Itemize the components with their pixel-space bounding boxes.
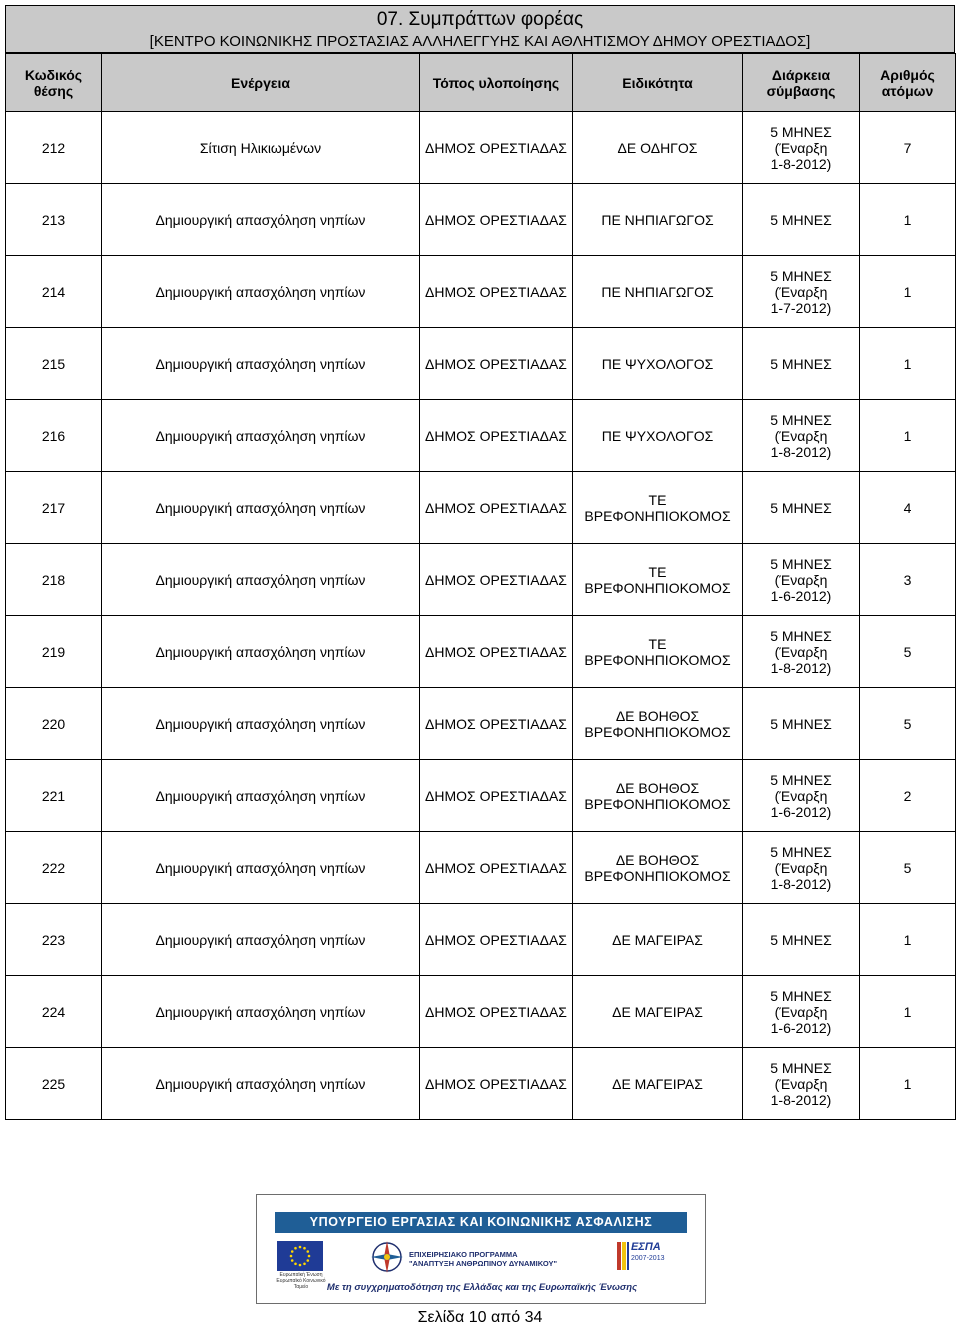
persons-cell: 5 <box>860 832 956 904</box>
duration-cell: 5 ΜΗΝΕΣ <box>743 904 860 976</box>
position-code-cell: 215 <box>6 328 102 400</box>
table-row <box>6 832 956 904</box>
action-cell: Δημιουργική απασχόληση νηπίων <box>102 832 420 904</box>
table-row <box>6 904 956 976</box>
position-code-cell: 220 <box>6 688 102 760</box>
persons-cell: 1 <box>860 256 956 328</box>
section-title: 07. Συμπράττων φορέας <box>376 9 584 30</box>
action-cell: Δημιουργική απασχόληση νηπίων <box>102 472 420 544</box>
position-code-cell: 224 <box>6 976 102 1048</box>
persons-cell: 1 <box>860 184 956 256</box>
specialty-cell: ΤΕ ΒΡΕΦΟΝΗΠΙΟΚΟΜΟΣ <box>573 544 743 616</box>
position-code-cell: 214 <box>6 256 102 328</box>
column-header: Κωδικός θέσης <box>6 54 102 112</box>
action-cell: Δημιουργική απασχόληση νηπίων <box>102 688 420 760</box>
location-cell: ΔΗΜΟΣ ΟΡΕΣΤΙΑΔΑΣ <box>420 616 573 688</box>
action-cell: Σίτιση Ηλικιωμένων <box>102 112 420 184</box>
table-row <box>6 544 956 616</box>
action-cell: Δημιουργική απασχόληση νηπίων <box>102 184 420 256</box>
position-code-cell: 212 <box>6 112 102 184</box>
location-cell: ΔΗΜΟΣ ΟΡΕΣΤΙΑΔΑΣ <box>420 328 573 400</box>
duration-cell: 5 ΜΗΝΕΣ (Έναρξη 1-7-2012) <box>743 256 860 328</box>
position-code-cell: 218 <box>6 544 102 616</box>
cofunding-caption: Με τη συγχρηματοδότηση της Ελλάδας και της Ευρωπαϊκής Ένωσης <box>326 1282 638 1293</box>
table-row <box>6 472 956 544</box>
page-number: Σελίδα 10 από 34 <box>417 1309 543 1326</box>
persons-cell: 1 <box>860 400 956 472</box>
specialty-cell: ΔΕ ΜΑΓΕΙΡΑΣ <box>573 904 743 976</box>
positions-table <box>5 53 956 1120</box>
table-row <box>6 688 956 760</box>
duration-cell: 5 ΜΗΝΕΣ (Έναρξη 1-8-2012) <box>743 832 860 904</box>
location-cell: ΔΗΜΟΣ ΟΡΕΣΤΙΑΔΑΣ <box>420 256 573 328</box>
persons-cell: 1 <box>860 976 956 1048</box>
specialty-cell: ΤΕ ΒΡΕΦΟΝΗΠΙΟΚΟΜΟΣ <box>573 616 743 688</box>
duration-cell: 5 ΜΗΝΕΣ (Έναρξη 1-8-2012) <box>743 400 860 472</box>
specialty-cell: ΤΕ ΒΡΕΦΟΝΗΠΙΟΚΟΜΟΣ <box>573 472 743 544</box>
duration-cell: 5 ΜΗΝΕΣ (Έναρξη 1-6-2012) <box>743 976 860 1048</box>
position-code-cell: 213 <box>6 184 102 256</box>
persons-cell: 1 <box>860 904 956 976</box>
section-subtitle: [ΚΕΝΤΡΟ ΚΟΙΝΩΝΙΚΗΣ ΠΡΟΣΤΑΣΙΑΣ ΑΛΛΗΛΕΓΓΥΗΣ ΚΑΙ ΑΘΛΗΤΙΣΜΟΥ ΔΗΜΟΥ ΟΡΕΣΤΙΑΔΟΣ] <box>149 33 811 50</box>
specialty-cell: ΠΕ ΝΗΠΙΑΓΩΓΟΣ <box>573 184 743 256</box>
duration-cell: 5 ΜΗΝΕΣ <box>743 184 860 256</box>
persons-cell: 1 <box>860 1048 956 1120</box>
column-header: Ειδικότητα <box>573 54 743 112</box>
specialty-cell: ΔΕ ΒΟΗΘΟΣ ΒΡΕΦΟΝΗΠΙΟΚΟΜΟΣ <box>573 688 743 760</box>
compass-rose-icon <box>369 1239 405 1275</box>
position-code-cell: 217 <box>6 472 102 544</box>
specialty-cell: ΔΕ ΜΑΓΕΙΡΑΣ <box>573 1048 743 1120</box>
location-cell: ΔΗΜΟΣ ΟΡΕΣΤΙΑΔΑΣ <box>420 688 573 760</box>
column-header: Διάρκεια σύμβασης <box>743 54 860 112</box>
specialty-cell: ΔΕ ΒΟΗΘΟΣ ΒΡΕΦΟΝΗΠΙΟΚΟΜΟΣ <box>573 760 743 832</box>
duration-cell: 5 ΜΗΝΕΣ (Έναρξη 1-8-2012) <box>743 1048 860 1120</box>
duration-cell: 5 ΜΗΝΕΣ <box>743 472 860 544</box>
eu-flag-icon <box>277 1241 323 1271</box>
location-cell: ΔΗΜΟΣ ΟΡΕΣΤΙΑΔΑΣ <box>420 112 573 184</box>
position-code-cell: 221 <box>6 760 102 832</box>
position-code-cell: 216 <box>6 400 102 472</box>
funding-banner <box>256 1194 706 1304</box>
duration-cell: 5 ΜΗΝΕΣ <box>743 688 860 760</box>
location-cell: ΔΗΜΟΣ ΟΡΕΣΤΙΑΔΑΣ <box>420 760 573 832</box>
specialty-cell: ΔΕ ΜΑΓΕΙΡΑΣ <box>573 976 743 1048</box>
persons-cell: 2 <box>860 760 956 832</box>
location-cell: ΔΗΜΟΣ ΟΡΕΣΤΙΑΔΑΣ <box>420 184 573 256</box>
table-row <box>6 184 956 256</box>
action-cell: Δημιουργική απασχόληση νηπίων <box>102 400 420 472</box>
espa-logo-text: ΕΣΠΑ <box>631 1241 661 1253</box>
position-code-cell: 219 <box>6 616 102 688</box>
persons-cell: 1 <box>860 328 956 400</box>
table-row <box>6 328 956 400</box>
location-cell: ΔΗΜΟΣ ΟΡΕΣΤΙΑΔΑΣ <box>420 544 573 616</box>
table-row <box>6 976 956 1048</box>
column-header: Τόπος υλοποίησης <box>420 54 573 112</box>
column-header: Αριθμός ατόμων <box>860 54 956 112</box>
espa-years: 2007-2013 <box>631 1255 665 1262</box>
action-cell: Δημιουργική απασχόληση νηπίων <box>102 328 420 400</box>
location-cell: ΔΗΜΟΣ ΟΡΕΣΤΙΑΔΑΣ <box>420 400 573 472</box>
location-cell: ΔΗΜΟΣ ΟΡΕΣΤΙΑΔΑΣ <box>420 832 573 904</box>
table-header-row <box>6 54 956 112</box>
specialty-cell: ΔΕ ΟΔΗΓΟΣ <box>573 112 743 184</box>
location-cell: ΔΗΜΟΣ ΟΡΕΣΤΙΑΔΑΣ <box>420 472 573 544</box>
specialty-cell: ΠΕ ΨΥΧΟΛΟΓΟΣ <box>573 400 743 472</box>
location-cell: ΔΗΜΟΣ ΟΡΕΣΤΙΑΔΑΣ <box>420 976 573 1048</box>
table-row <box>6 1048 956 1120</box>
duration-cell: 5 ΜΗΝΕΣ (Έναρξη 1-8-2012) <box>743 112 860 184</box>
duration-cell: 5 ΜΗΝΕΣ <box>743 328 860 400</box>
specialty-cell: ΠΕ ΨΥΧΟΛΟΓΟΣ <box>573 328 743 400</box>
persons-cell: 5 <box>860 616 956 688</box>
action-cell: Δημιουργική απασχόληση νηπίων <box>102 256 420 328</box>
persons-cell: 5 <box>860 688 956 760</box>
action-cell: Δημιουργική απασχόληση νηπίων <box>102 1048 420 1120</box>
duration-cell: 5 ΜΗΝΕΣ (Έναρξη 1-6-2012) <box>743 544 860 616</box>
position-code-cell: 222 <box>6 832 102 904</box>
persons-cell: 4 <box>860 472 956 544</box>
action-cell: Δημιουργική απασχόληση νηπίων <box>102 544 420 616</box>
table-row <box>6 112 956 184</box>
persons-cell: 3 <box>860 544 956 616</box>
position-code-cell: 223 <box>6 904 102 976</box>
table-row <box>6 400 956 472</box>
location-cell: ΔΗΜΟΣ ΟΡΕΣΤΙΑΔΑΣ <box>420 1048 573 1120</box>
specialty-cell: ΠΕ ΝΗΠΙΑΓΩΓΟΣ <box>573 256 743 328</box>
action-cell: Δημιουργική απασχόληση νηπίων <box>102 904 420 976</box>
action-cell: Δημιουργική απασχόληση νηπίων <box>102 616 420 688</box>
section-header <box>5 5 955 53</box>
location-cell: ΔΗΜΟΣ ΟΡΕΣΤΙΑΔΑΣ <box>420 904 573 976</box>
action-cell: Δημιουργική απασχόληση νηπίων <box>102 976 420 1048</box>
program-name: ΕΠΙΧΕΙΡΗΣΙΑΚΟ ΠΡΟΓΡΑΜΜΑ "ΑΝΑΠΤΥΞΗ ΑΝΘΡΩΠΙΝΟΥ ΔΥΝΑΜΙΚΟΥ" <box>409 1250 558 1268</box>
table-row <box>6 616 956 688</box>
column-header: Ενέργεια <box>102 54 420 112</box>
action-cell: Δημιουργική απασχόληση νηπίων <box>102 760 420 832</box>
table-row <box>6 256 956 328</box>
position-code-cell: 225 <box>6 1048 102 1120</box>
ministry-band: ΥΠΟΥΡΓΕΙΟ ΕΡΓΑΣΙΑΣ ΚΑΙ ΚΟΙΝΩΝΙΚΗΣ ΑΣΦΑΛΙΣΗΣ <box>275 1212 687 1233</box>
duration-cell: 5 ΜΗΝΕΣ (Έναρξη 1-8-2012) <box>743 616 860 688</box>
table-row <box>6 760 956 832</box>
persons-cell: 7 <box>860 112 956 184</box>
specialty-cell: ΔΕ ΒΟΗΘΟΣ ΒΡΕΦΟΝΗΠΙΟΚΟΜΟΣ <box>573 832 743 904</box>
duration-cell: 5 ΜΗΝΕΣ (Έναρξη 1-6-2012) <box>743 760 860 832</box>
eu-caption: Ευρωπαϊκή Ένωση Ευρωπαϊκό Κοινωνικό Ταμείο <box>276 1272 326 1290</box>
